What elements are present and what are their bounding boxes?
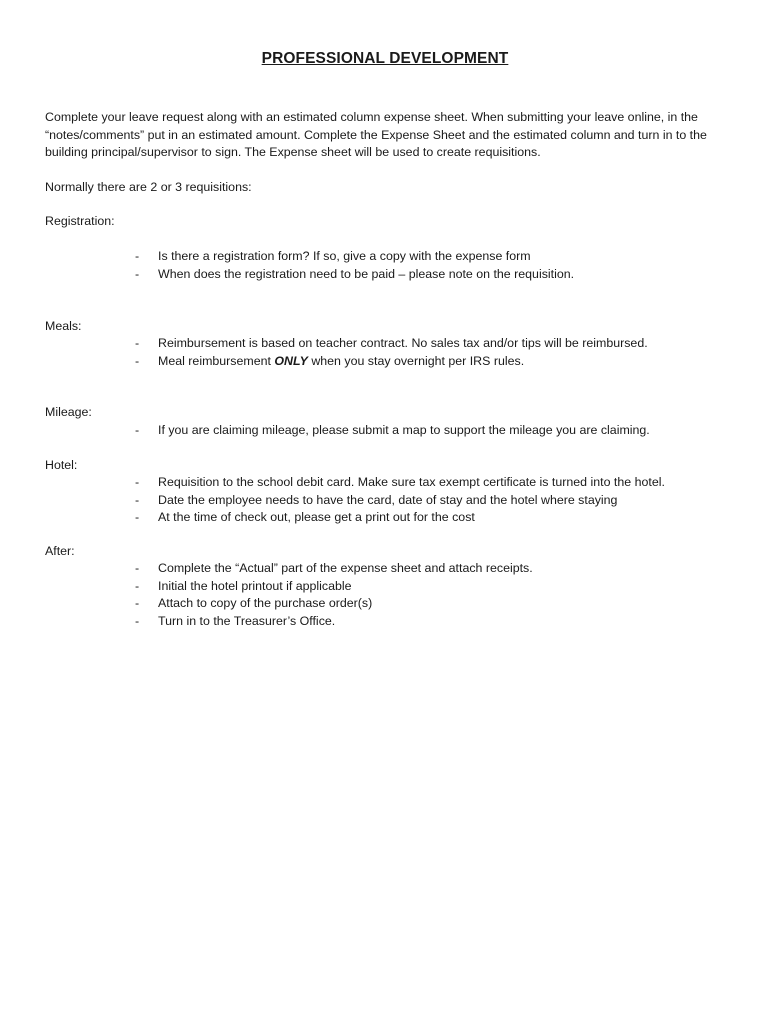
list-item-text: If you are claiming mileage, please submit a map to support the mileage you are claiming. xyxy=(158,423,650,437)
bullet-dash: - xyxy=(135,596,140,611)
list-item xyxy=(135,613,735,631)
list-item-text: Attach to copy of the purchase order(s) xyxy=(158,596,373,611)
list-item-text: Date the employee needs to have the card, date of stay and the hotel where staying xyxy=(158,492,618,507)
list-item-text: Complete the “Actual” part of the expense sheet and attach receipts. xyxy=(158,561,533,575)
bullet-dash: - xyxy=(135,266,140,281)
bullet-dash: - xyxy=(135,423,140,437)
list-item-text: Reimbursement is based on teacher contract. No sales tax and/or tips will be reimbursed. xyxy=(158,336,648,350)
hotel-list xyxy=(135,474,735,527)
mileage-list xyxy=(135,422,735,440)
list-item-text: Meal reimbursement xyxy=(158,353,275,368)
list-item xyxy=(135,248,735,266)
requisitions-note: Normally there are 2 or 3 requisitions: xyxy=(45,180,252,194)
after-label: After: xyxy=(45,544,75,558)
list-item xyxy=(135,266,735,284)
meals-label: Meals: xyxy=(45,319,82,333)
registration-list xyxy=(135,248,735,283)
list-item-text: Is there a registration form? If so, give a copy with the expense form xyxy=(158,249,531,263)
list-item xyxy=(135,492,735,510)
list-item xyxy=(135,335,735,353)
list-item xyxy=(135,595,735,613)
registration-label: Registration: xyxy=(45,214,115,228)
mileage-label: Mileage: xyxy=(45,405,92,419)
bullet-dash: - xyxy=(135,510,140,525)
list-item xyxy=(135,560,735,578)
list-item xyxy=(135,422,735,440)
list-item-text: At the time of check out, please get a print out for the cost xyxy=(158,510,475,525)
emphasis-text: ONLY xyxy=(274,353,308,368)
list-item-text: When does the registration need to be paid – please note on the requisition. xyxy=(158,266,575,281)
bullet-dash: - xyxy=(135,578,140,593)
bullet-dash: - xyxy=(135,475,140,489)
list-item-text: Initial the hotel printout if applicable xyxy=(158,578,352,593)
hotel-label: Hotel: xyxy=(45,458,78,472)
meals-list xyxy=(135,335,735,370)
list-item xyxy=(135,474,735,492)
list-item-text: Turn in to the Treasurer’s Office. xyxy=(158,613,336,628)
bullet-dash: - xyxy=(135,492,140,507)
list-item xyxy=(135,353,735,371)
intro-paragraph: Complete your leave request along with an estimated column expense sheet. When submitting your leave online, in the “notes/comments” put in an estimated amount. Complete the Expense Sheet and the estimated column and turn in to the building principal/supervisor to sign. The Expense sheet will be used to create requisitions. xyxy=(45,110,707,160)
page-title: PROFESSIONAL DEVELOPMENT xyxy=(261,50,509,67)
bullet-dash: - xyxy=(135,561,140,575)
bullet-dash: - xyxy=(135,336,140,350)
after-list xyxy=(135,560,735,630)
bullet-dash: - xyxy=(135,249,140,263)
list-item xyxy=(135,578,735,596)
list-item xyxy=(135,509,735,527)
bullet-dash: - xyxy=(135,353,140,368)
bullet-dash: - xyxy=(135,613,140,628)
list-item-text: Requisition to the school debit card. Make sure tax exempt certificate is turned into the hotel. xyxy=(158,475,665,489)
list-item-text: when you stay overnight per IRS rules. xyxy=(307,353,525,368)
